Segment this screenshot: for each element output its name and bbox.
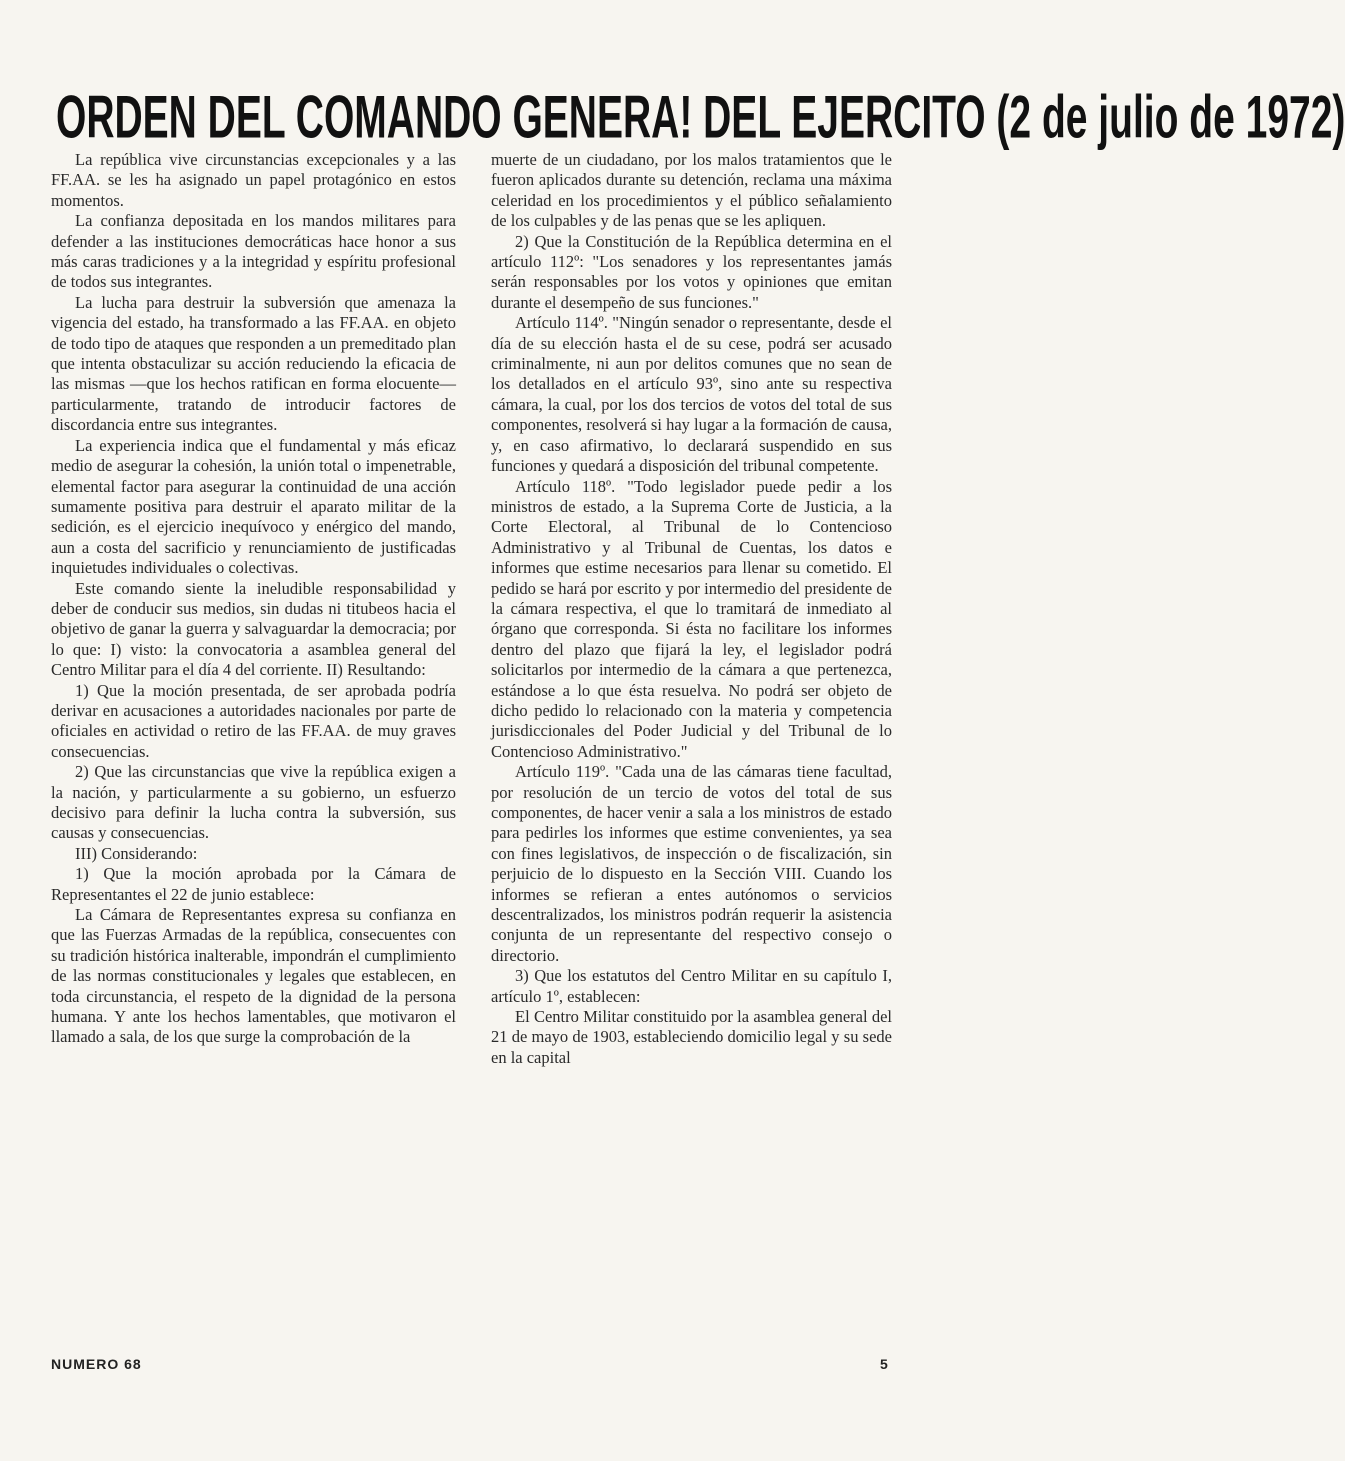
paragraph: El Centro Militar constituido por la asamblea general del 21 de mayo de 1903, estableciendo domicilio legal y su sede en la capital xyxy=(491,1007,892,1067)
paragraph: III) Considerando: xyxy=(75,843,198,863)
issue-number: NUMERO 68 xyxy=(51,1356,142,1372)
paragraph: Artículo 118º. "Todo legislador puede pedir a los ministros de estado, a la Suprema Corte de Justicia, a la Corte Electoral, al Tribunal de lo Contencioso Administrativo y al Tribunal de Cuentas, los datos e informes que estime necesarios para llenar su cometido. El pedido se hará por escrito y por intermedio del presidente de la cámara respectiva, el que lo tramitará de inmediato al órgano que corresponda. Si ésta no facilitare los informes dentro del plazo que fijará la ley, el legislador podrá solicitarlos por intermedio de la cámara a que pertenezca, estándose a lo que ésta resuelva. No podrá ser objeto de dicho pedido lo relacionado con la materia y competencia jurisdiccionales del Poder Judicial y del Tribunal de lo Contencioso Administrativo." xyxy=(491,476,892,761)
paragraph: La confianza depositada en los mandos militares para defender a las instituciones democráticas hace honor a sus más caras tradiciones y a la integridad y espíritu profesional de todos sus integrantes. xyxy=(51,211,456,292)
paragraph: La experiencia indica que el fundamental y más eficaz medio de asegurar la cohesión, la unión total o impenetrable, elemental factor para asegurar la continuidad de una acción sumamente positiva para destruir el aparato militar de la sedición, es el ejercicio inequívoco y enérgico del mando, aun a costa del sacrificio y renunciamiento de justificadas inquietudes individuales o colectivas. xyxy=(51,435,456,578)
page-number: 5 xyxy=(880,1356,888,1372)
article-headline: ORDEN DEL COMANDO GENERA! DEL EJERCITO (2 de julio de 1972) xyxy=(56,84,1345,152)
paragraph: 2) Que las circunstancias que vive la república exigen a la nación, y particularmente a su gobierno, un esfuerzo decisivo para definir la lucha contra la subversión, sus causas y consecuencias. xyxy=(51,762,456,843)
paragraph: 1) Que la moción presentada, de ser aprobada podría derivar en acusaciones a autoridades nacionales por parte de oficiales en actividad o retiro de las FF.AA. de muy graves consecuencias. xyxy=(51,680,456,761)
paragraph: La lucha para destruir la subversión que amenaza la vigencia del estado, ha transformado a las FF.AA. en objeto de todo tipo de ataques que responden a un premeditado plan que intenta obstaculizar su acción reduciendo la eficacia de las mismas —que los hechos ratifican en forma elocuente— particularmente, tratando de introducir factores de discordancia entre sus integrantes. xyxy=(51,292,456,435)
paragraph: 1) Que la moción aprobada por la Cámara de Representantes el 22 de junio establece: xyxy=(51,864,456,904)
paragraph: Este comando siente la ineludible responsabilidad y deber de conducir sus medios, sin dudas ni titubeos hacia el objetivo de ganar la guerra y salvaguardar la democracia; por lo que: I) visto: la convocatoria a asamblea general del Centro Militar para el día 4 del corriente. II) Resultando: xyxy=(51,578,456,680)
paragraph: La Cámara de Representantes expresa su confianza en que las Fuerzas Armadas de la república, consecuentes con su tradición histórica inalterable, impondrán el cumplimiento de las normas constitucionales y legales que establecen, en toda circunstancia, el respeto de la dignidad de la persona humana. Y ante los hechos lamentables, que motivaron el llamado a sala, de los que surge la comprobación de la xyxy=(51,905,456,1047)
paragraph: 2) Que la Constitución de la República determina en el artículo 112º: "Los senadores y los representantes jamás serán responsables por los votos y opiniones que emitan durante el desempeño de sus funciones." xyxy=(491,231,892,312)
paragraph: 3) Que los estatutos del Centro Militar en su capítulo I, artículo 1º, establecen: xyxy=(491,966,892,1006)
paragraph: Artículo 114º. "Ningún senador o representante, desde el día de su elección hasta el de su cese, podrá ser acusado criminalmente, ni aun por delitos comunes que no sean de los detallados en el artículo 93º, sino ante su respectiva cámara, la cual, por los dos tercios de votos del total de sus componentes, resolverá si hay lugar a la formación de causa, y, en caso afirmativo, lo declarará suspendido en sus funciones y quedará a disposición del tribunal competente. xyxy=(491,313,892,476)
paragraph: La república vive circunstancias excepcionales y a las FF.AA. se les ha asignado un papel protagónico en estos momentos. xyxy=(51,150,456,210)
right-column xyxy=(491,150,892,1068)
left-column xyxy=(51,150,456,1048)
paragraph-continued: muerte de un ciudadano, por los malos tratamientos que le fueron aplicados durante su detención, reclama una máxima celeridad en los procedimientos y el público señalamiento de los culpables y de las penas que se les apliquen. xyxy=(491,150,892,231)
paragraph: Artículo 119º. "Cada una de las cámaras tiene facultad, por resolución de un tercio de votos del total de sus componentes, de hacer venir a sala a los ministros de estado para pedirles los informes que estime convenientes, ya sea con fines legislativos, de inspección o de fiscalización, sin perjuicio de lo dispuesto en la Sección VIII. Cuando los informes se refieran a entes autónomos o servicios descentralizados, los ministros podrán requerir la asistencia conjunta de un representante del respectivo consejo o directorio. xyxy=(491,762,892,965)
